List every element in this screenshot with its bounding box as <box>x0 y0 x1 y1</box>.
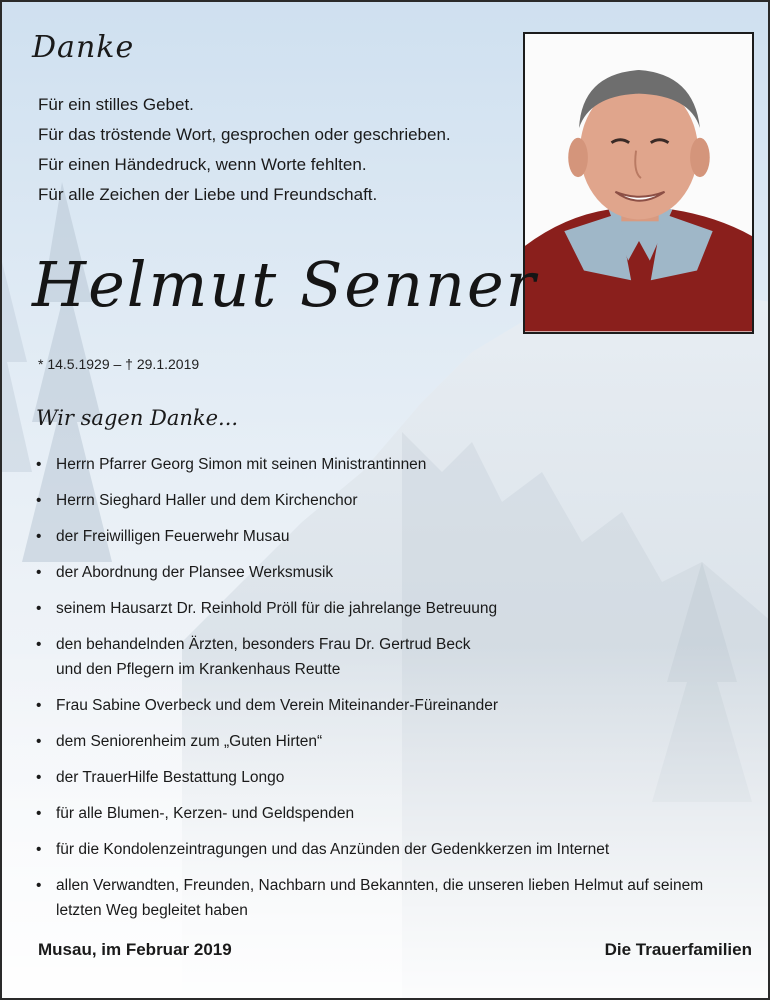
list-item <box>36 488 756 513</box>
list-item <box>36 632 756 682</box>
list-item-text: seinem Hausarzt Dr. Reinhold Pröll für die jahrelange Betreuung <box>56 600 498 617</box>
list-item-text: und den Pflegern im Krankenhaus Reutte <box>56 661 341 678</box>
list-item-text: allen Verwandten, Freunden, Nachbarn und Bekannten, die unseren lieben Helmut auf seinem <box>56 877 704 894</box>
list-item <box>36 524 756 549</box>
list-item-text: den behandelnden Ärzten, besonders Frau Dr. Gertrud Beck <box>56 636 471 653</box>
bullet-icon: • <box>36 456 42 473</box>
list-item-text: für die Kondolenzeintragungen und das Anzünden der Gedenkkerzen im Internet <box>56 841 610 858</box>
list-item <box>36 837 756 862</box>
list-item-text: der Freiwilligen Feuerwehr Musau <box>56 528 290 545</box>
list-item <box>36 452 756 477</box>
signoff: Die Trauerfamilien <box>604 940 752 959</box>
list-item <box>36 596 756 621</box>
bullet-icon: • <box>36 841 42 858</box>
bullet-icon: • <box>36 492 42 509</box>
portrait-illustration <box>525 34 752 332</box>
list-item-text: Herrn Pfarrer Georg Simon mit seinen Ministrantinnen <box>56 456 427 473</box>
thanks-list <box>36 452 756 934</box>
list-item <box>36 693 756 718</box>
intro-line: Für einen Händedruck, wenn Worte fehlten. <box>38 155 367 174</box>
intro-line: Für ein stilles Gebet. <box>38 95 194 114</box>
list-item-text: Frau Sabine Overbeck und dem Verein Miteinander-Füreinander <box>56 697 498 714</box>
bullet-icon: • <box>36 636 42 653</box>
deceased-name: Helmut Senner <box>32 248 538 321</box>
intro-text <box>38 90 451 210</box>
list-item-text: der TrauerHilfe Bestattung Longo <box>56 769 285 786</box>
list-item-text: der Abordnung der Plansee Werksmusik <box>56 564 334 581</box>
bullet-icon: • <box>36 564 42 581</box>
heading-danke: Danke <box>32 30 135 65</box>
list-item-text: für alle Blumen-, Kerzen- und Geldspenden <box>56 805 355 822</box>
place-date: Musau, im Februar 2019 <box>38 940 232 959</box>
list-item-text: dem Seniorenheim zum „Guten Hirten“ <box>56 733 323 750</box>
list-item <box>36 729 756 754</box>
intro-line: Für alle Zeichen der Liebe und Freundschaft. <box>38 185 378 204</box>
list-item-text: Herrn Sieghard Haller und dem Kirchenchor <box>56 492 358 509</box>
list-item-text: letzten Weg begleitet haben <box>56 902 248 919</box>
life-dates: * 14.5.1929 – † 29.1.2019 <box>38 356 200 372</box>
portrait-photo <box>523 32 754 334</box>
list-item <box>36 560 756 585</box>
bullet-icon: • <box>36 805 42 822</box>
bullet-icon: • <box>36 733 42 750</box>
thanks-heading: Wir sagen Danke... <box>36 406 239 430</box>
list-item <box>36 765 756 790</box>
bullet-icon: • <box>36 877 42 894</box>
list-item <box>36 873 756 923</box>
bullet-icon: • <box>36 769 42 786</box>
bullet-icon: • <box>36 528 42 545</box>
bullet-icon: • <box>36 600 42 617</box>
list-item <box>36 801 756 826</box>
intro-line: Für das tröstende Wort, gesprochen oder geschrieben. <box>38 125 451 144</box>
bullet-icon: • <box>36 697 42 714</box>
